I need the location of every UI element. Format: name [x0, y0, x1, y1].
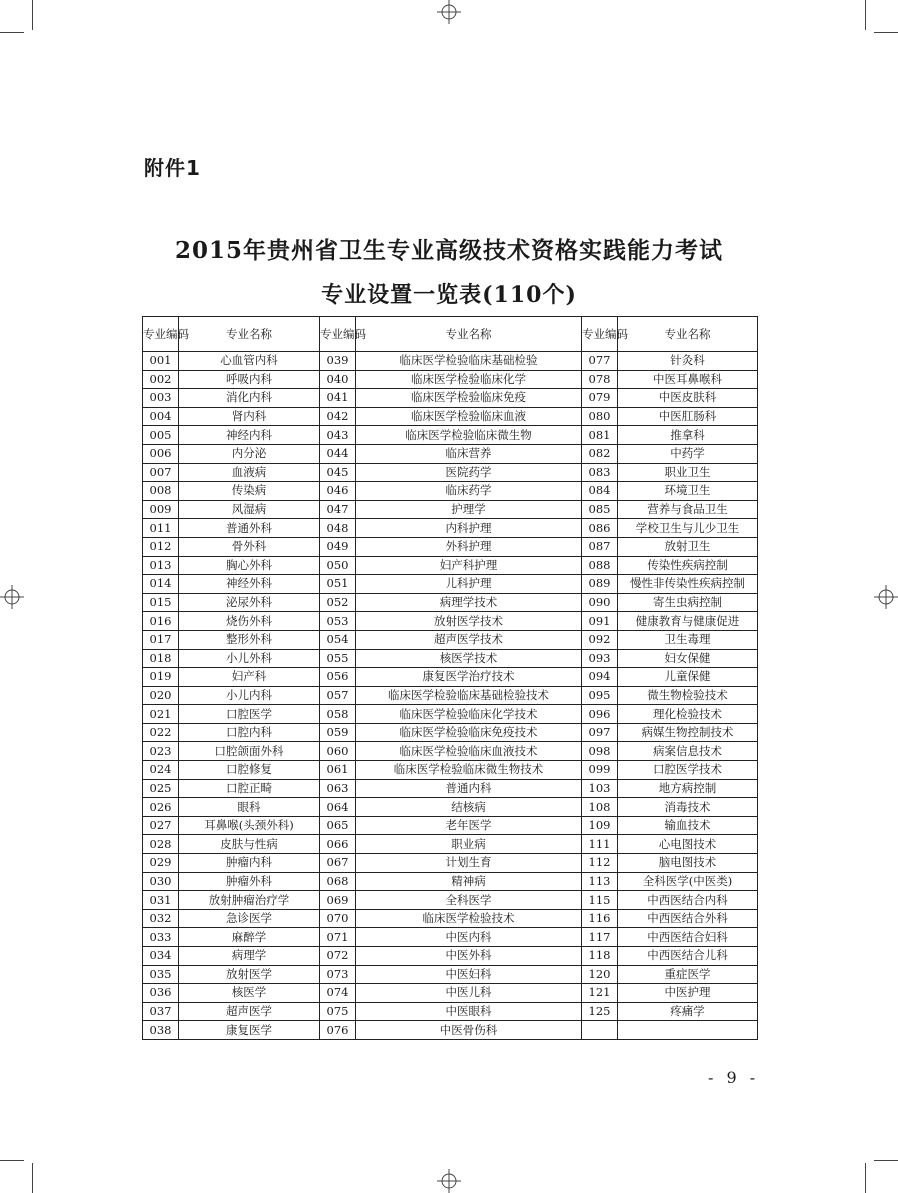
- specialty-code-cell: 007: [143, 463, 179, 482]
- table-row: [143, 742, 758, 761]
- specialty-name-cell: 临床医学检验临床化学技术: [356, 705, 582, 724]
- specialty-code-cell: 003: [143, 389, 179, 408]
- specialty-code-cell: 025: [143, 779, 179, 798]
- specialty-code-cell: 024: [143, 761, 179, 780]
- specialty-name-cell: 临床医学检验临床微生物: [356, 426, 582, 445]
- specialty-name-cell: 康复医学: [179, 1021, 320, 1040]
- specialty-code-cell: 005: [143, 426, 179, 445]
- specialty-name-cell: 口腔内科: [179, 723, 320, 742]
- specialty-name-cell: 肿瘤内科: [179, 854, 320, 873]
- table-row: [143, 519, 758, 538]
- specialty-code-cell: 049: [320, 537, 356, 556]
- specialty-table: [142, 316, 758, 1040]
- specialty-name-cell: 计划生育: [356, 854, 582, 873]
- specialty-name-cell: 小儿内科: [179, 686, 320, 705]
- specialty-code-cell: 078: [582, 370, 618, 389]
- specialty-code-cell: 096: [582, 705, 618, 724]
- specialty-name-cell: 病案信息技术: [618, 742, 758, 761]
- specialty-code-cell: 069: [320, 891, 356, 910]
- specialty-code-cell: 117: [582, 928, 618, 947]
- specialty-code-cell: 115: [582, 891, 618, 910]
- specialty-name-cell: 中医儿科: [356, 984, 582, 1003]
- specialty-code-cell: 074: [320, 984, 356, 1003]
- specialty-name-cell: 临床营养: [356, 444, 582, 463]
- specialty-code-cell: 113: [582, 872, 618, 891]
- specialty-code-cell: 121: [582, 984, 618, 1003]
- specialty-name-cell: 肿瘤外科: [179, 872, 320, 891]
- specialty-code-cell: 089: [582, 575, 618, 594]
- specialty-code-cell: 082: [582, 444, 618, 463]
- specialty-name-cell: 临床医学检验临床微生物技术: [356, 761, 582, 780]
- specialty-code-cell: 036: [143, 984, 179, 1003]
- specialty-name-cell: 放射医学: [179, 965, 320, 984]
- specialty-name-cell: 精神病: [356, 872, 582, 891]
- specialty-name-cell: 中医妇科: [356, 965, 582, 984]
- specialty-code-cell: 046: [320, 482, 356, 501]
- specialty-code-cell: 002: [143, 370, 179, 389]
- table-row: [143, 723, 758, 742]
- specialty-name-cell: 传染性疾病控制: [618, 556, 758, 575]
- table-row: [143, 816, 758, 835]
- table-row: [143, 389, 758, 408]
- specialty-name-cell: 临床医学检验临床基础检验技术: [356, 686, 582, 705]
- table-row: [143, 928, 758, 947]
- specialty-name-cell: 风湿病: [179, 500, 320, 519]
- table-row: [143, 426, 758, 445]
- specialty-code-cell: 023: [143, 742, 179, 761]
- specialty-code-cell: 004: [143, 407, 179, 426]
- specialty-name-cell: 职业卫生: [618, 463, 758, 482]
- specialty-code-cell: 006: [143, 444, 179, 463]
- specialty-code-cell: 052: [320, 593, 356, 612]
- table-row: [143, 649, 758, 668]
- specialty-name-cell: 微生物检验技术: [618, 686, 758, 705]
- table-row: [143, 705, 758, 724]
- header-code: 专业编码: [143, 317, 179, 352]
- crop-mark: [874, 1160, 898, 1161]
- specialty-code-cell: 073: [320, 965, 356, 984]
- table-row: [143, 947, 758, 966]
- specialty-name-cell: 临床医学检验技术: [356, 909, 582, 928]
- specialty-code-cell: 048: [320, 519, 356, 538]
- specialty-name-cell: 护理学: [356, 500, 582, 519]
- specialty-name-cell: 骨外科: [179, 537, 320, 556]
- specialty-code-cell: 012: [143, 537, 179, 556]
- specialty-code-cell: 095: [582, 686, 618, 705]
- specialty-code-cell: 026: [143, 798, 179, 817]
- specialty-name-cell: 临床医学检验临床血液技术: [356, 742, 582, 761]
- specialty-code-cell: 081: [582, 426, 618, 445]
- specialty-name-cell: 中医护理: [618, 984, 758, 1003]
- specialty-code-cell: 051: [320, 575, 356, 594]
- specialty-name-cell: 老年医学: [356, 816, 582, 835]
- specialty-name-cell: 内科护理: [356, 519, 582, 538]
- specialty-code-cell: 080: [582, 407, 618, 426]
- specialty-name-cell: 外科护理: [356, 537, 582, 556]
- specialty-name-cell: 推拿科: [618, 426, 758, 445]
- specialty-code-cell: 050: [320, 556, 356, 575]
- specialty-name-cell: 小儿外科: [179, 649, 320, 668]
- specialty-name-cell: 胸心外科: [179, 556, 320, 575]
- crop-mark: [0, 1160, 24, 1161]
- specialty-name-cell: 内分泌: [179, 444, 320, 463]
- specialty-name-cell: 康复医学治疗技术: [356, 668, 582, 687]
- specialty-name-cell: 耳鼻喉(头颈外科): [179, 816, 320, 835]
- specialty-name-cell: 麻醉学: [179, 928, 320, 947]
- specialty-name-cell: 结核病: [356, 798, 582, 817]
- specialty-name-cell: 儿科护理: [356, 575, 582, 594]
- specialty-code-cell: 090: [582, 593, 618, 612]
- specialty-code-cell: 070: [320, 909, 356, 928]
- specialty-name-cell: 传染病: [179, 482, 320, 501]
- specialty-code-cell: 047: [320, 500, 356, 519]
- specialty-name-cell: 全科医学: [356, 891, 582, 910]
- specialty-name-cell: 学校卫生与儿少卫生: [618, 519, 758, 538]
- specialty-code-cell: 083: [582, 463, 618, 482]
- specialty-code-cell: 093: [582, 649, 618, 668]
- specialty-code-cell: 099: [582, 761, 618, 780]
- specialty-name-cell: 重症医学: [618, 965, 758, 984]
- specialty-code-cell: 064: [320, 798, 356, 817]
- specialty-code-cell: 045: [320, 463, 356, 482]
- specialty-name-cell: 放射肿瘤治疗学: [179, 891, 320, 910]
- specialty-name-cell: 中医内科: [356, 928, 582, 947]
- specialty-name-cell: 中医外科: [356, 947, 582, 966]
- crop-mark: [865, 0, 866, 30]
- specialty-name-cell: 超声医学技术: [356, 630, 582, 649]
- specialty-code-cell: 011: [143, 519, 179, 538]
- specialty-name-cell: 病媒生物控制技术: [618, 723, 758, 742]
- table-row: [143, 1002, 758, 1021]
- specialty-name-cell: 临床医学检验临床基础检验: [356, 352, 582, 371]
- specialty-code-cell: 103: [582, 779, 618, 798]
- specialty-code-cell: 015: [143, 593, 179, 612]
- specialty-code-cell: 094: [582, 668, 618, 687]
- table-row: [143, 556, 758, 575]
- specialty-code-cell: [582, 1021, 618, 1040]
- specialty-code-cell: 057: [320, 686, 356, 705]
- specialty-name-cell: 临床医学检验临床免疫技术: [356, 723, 582, 742]
- specialty-code-cell: 111: [582, 835, 618, 854]
- specialty-code-cell: 037: [143, 1002, 179, 1021]
- specialty-name-cell: 慢性非传染性疾病控制: [618, 575, 758, 594]
- table-row: [143, 500, 758, 519]
- specialty-name-cell: 职业病: [356, 835, 582, 854]
- table-row: [143, 686, 758, 705]
- table-row: [143, 835, 758, 854]
- specialty-code-cell: 030: [143, 872, 179, 891]
- specialty-code-cell: 013: [143, 556, 179, 575]
- specialty-code-cell: 075: [320, 1002, 356, 1021]
- table-row: [143, 798, 758, 817]
- specialty-name-cell: 口腔修复: [179, 761, 320, 780]
- table-row: [143, 854, 758, 873]
- specialty-name-cell: 针灸科: [618, 352, 758, 371]
- specialty-code-cell: 044: [320, 444, 356, 463]
- specialty-code-cell: 109: [582, 816, 618, 835]
- specialty-code-cell: 018: [143, 649, 179, 668]
- specialty-name-cell: 病理学技术: [356, 593, 582, 612]
- specialty-name-cell: 泌尿外科: [179, 593, 320, 612]
- registration-mark-icon: [437, 1169, 461, 1193]
- specialty-name-cell: 中医皮肤科: [618, 389, 758, 408]
- specialty-code-cell: 065: [320, 816, 356, 835]
- specialty-name-cell: 寄生虫病控制: [618, 593, 758, 612]
- specialty-name-cell: 儿童保健: [618, 668, 758, 687]
- specialty-name-cell: 中西医结合儿科: [618, 947, 758, 966]
- specialty-code-cell: 066: [320, 835, 356, 854]
- header-code: 专业编码: [582, 317, 618, 352]
- specialty-code-cell: 079: [582, 389, 618, 408]
- specialty-code-cell: 055: [320, 649, 356, 668]
- specialty-name-cell: 理化检验技术: [618, 705, 758, 724]
- table-row: [143, 761, 758, 780]
- document-subtitle: 专业设置一览表(110个): [321, 282, 577, 308]
- table-row: [143, 482, 758, 501]
- table-row: [143, 630, 758, 649]
- specialty-code-cell: 097: [582, 723, 618, 742]
- specialty-code-cell: 014: [143, 575, 179, 594]
- specialty-name-cell: 中医耳鼻喉科: [618, 370, 758, 389]
- specialty-code-cell: 034: [143, 947, 179, 966]
- specialty-code-cell: 059: [320, 723, 356, 742]
- specialty-code-cell: 016: [143, 612, 179, 631]
- specialty-name-cell: 中西医结合妇科: [618, 928, 758, 947]
- specialty-code-cell: 125: [582, 1002, 618, 1021]
- table-row: [143, 575, 758, 594]
- crop-mark: [865, 1163, 866, 1193]
- specialty-name-cell: 普通内科: [356, 779, 582, 798]
- specialty-name-cell: 中医骨伤科: [356, 1021, 582, 1040]
- specialty-name-cell: 呼吸内科: [179, 370, 320, 389]
- specialty-code-cell: 116: [582, 909, 618, 928]
- specialty-code-cell: 060: [320, 742, 356, 761]
- specialty-code-cell: 040: [320, 370, 356, 389]
- specialty-name-cell: 核医学技术: [356, 649, 582, 668]
- specialty-name-cell: 中医眼科: [356, 1002, 582, 1021]
- specialty-code-cell: 058: [320, 705, 356, 724]
- specialty-name-cell: 病理学: [179, 947, 320, 966]
- header-name: 专业名称: [179, 317, 320, 352]
- specialty-code-cell: 085: [582, 500, 618, 519]
- specialty-name-cell: 普通外科: [179, 519, 320, 538]
- specialty-name-cell: 输血技术: [618, 816, 758, 835]
- specialty-name-cell: 营养与食品卫生: [618, 500, 758, 519]
- specialty-code-cell: 108: [582, 798, 618, 817]
- table-row: [143, 463, 758, 482]
- specialty-name-cell: 放射医学技术: [356, 612, 582, 631]
- specialty-code-cell: 098: [582, 742, 618, 761]
- crop-mark: [0, 32, 24, 33]
- specialty-name-cell: 妇产科: [179, 668, 320, 687]
- specialty-name-cell: 中药学: [618, 444, 758, 463]
- specialty-name-cell: 心血管内科: [179, 352, 320, 371]
- table-row: [143, 352, 758, 371]
- specialty-name-cell: 神经外科: [179, 575, 320, 594]
- specialty-code-cell: 009: [143, 500, 179, 519]
- table-row: [143, 965, 758, 984]
- header-name: 专业名称: [356, 317, 582, 352]
- specialty-code-cell: 033: [143, 928, 179, 947]
- table-row: [143, 444, 758, 463]
- specialty-code-cell: 043: [320, 426, 356, 445]
- specialty-code-cell: 077: [582, 352, 618, 371]
- page-number: - 9 -: [708, 1068, 760, 1087]
- specialty-name-cell: 消毒技术: [618, 798, 758, 817]
- table-row: [143, 984, 758, 1003]
- table-row: [143, 370, 758, 389]
- specialty-name-cell: 中医肛肠科: [618, 407, 758, 426]
- table-row: [143, 668, 758, 687]
- specialty-name-cell: 急诊医学: [179, 909, 320, 928]
- specialty-name-cell: 消化内科: [179, 389, 320, 408]
- specialty-name-cell: 中西医结合内科: [618, 891, 758, 910]
- specialty-code-cell: 112: [582, 854, 618, 873]
- specialty-name-cell: 肾内科: [179, 407, 320, 426]
- specialty-name-cell: 核医学: [179, 984, 320, 1003]
- specialty-code-cell: 120: [582, 965, 618, 984]
- specialty-code-cell: 054: [320, 630, 356, 649]
- specialty-code-cell: 017: [143, 630, 179, 649]
- specialty-code-cell: 020: [143, 686, 179, 705]
- table-header-row: [143, 317, 758, 352]
- attachment-label: 附件1: [144, 156, 201, 180]
- specialty-name-cell: 脑电图技术: [618, 854, 758, 873]
- specialty-name-cell: 心电图技术: [618, 835, 758, 854]
- specialty-code-cell: 028: [143, 835, 179, 854]
- specialty-code-cell: 068: [320, 872, 356, 891]
- specialty-name-cell: 超声医学: [179, 1002, 320, 1021]
- table-row: [143, 537, 758, 556]
- specialty-name-cell: 疼痛学: [618, 1002, 758, 1021]
- specialty-name-cell: 血液病: [179, 463, 320, 482]
- specialty-name-cell: 临床医学检验临床血液: [356, 407, 582, 426]
- specialty-name-cell: [618, 1021, 758, 1040]
- header-name: 专业名称: [618, 317, 758, 352]
- specialty-code-cell: 038: [143, 1021, 179, 1040]
- specialty-name-cell: 全科医学(中医类): [618, 872, 758, 891]
- specialty-name-cell: 皮肤与性病: [179, 835, 320, 854]
- specialty-name-cell: 整形外科: [179, 630, 320, 649]
- specialty-name-cell: 烧伤外科: [179, 612, 320, 631]
- specialty-code-cell: 041: [320, 389, 356, 408]
- specialty-code-cell: 039: [320, 352, 356, 371]
- specialty-code-cell: 032: [143, 909, 179, 928]
- header-code: 专业编码: [320, 317, 356, 352]
- specialty-code-cell: 056: [320, 668, 356, 687]
- specialty-name-cell: 妇产科护理: [356, 556, 582, 575]
- specialty-name-cell: 医院药学: [356, 463, 582, 482]
- specialty-code-cell: 001: [143, 352, 179, 371]
- table-row: [143, 407, 758, 426]
- specialty-code-cell: 019: [143, 668, 179, 687]
- specialty-name-cell: 环境卫生: [618, 482, 758, 501]
- specialty-code-cell: 087: [582, 537, 618, 556]
- specialty-code-cell: 088: [582, 556, 618, 575]
- specialty-code-cell: 053: [320, 612, 356, 631]
- crop-mark: [874, 32, 898, 33]
- specialty-name-cell: 中西医结合外科: [618, 909, 758, 928]
- specialty-code-cell: 086: [582, 519, 618, 538]
- specialty-code-cell: 067: [320, 854, 356, 873]
- crop-mark: [32, 1163, 33, 1193]
- table-row: [143, 872, 758, 891]
- table-row: [143, 1021, 758, 1040]
- specialty-code-cell: 091: [582, 612, 618, 631]
- specialty-name-cell: 地方病控制: [618, 779, 758, 798]
- crop-mark: [32, 0, 33, 30]
- specialty-name-cell: 口腔医学技术: [618, 761, 758, 780]
- specialty-name-cell: 卫生毒理: [618, 630, 758, 649]
- specialty-code-cell: 035: [143, 965, 179, 984]
- table-row: [143, 779, 758, 798]
- specialty-name-cell: 健康教育与健康促进: [618, 612, 758, 631]
- specialty-code-cell: 031: [143, 891, 179, 910]
- specialty-name-cell: 口腔颌面外科: [179, 742, 320, 761]
- specialty-code-cell: 092: [582, 630, 618, 649]
- specialty-code-cell: 063: [320, 779, 356, 798]
- specialty-code-cell: 071: [320, 928, 356, 947]
- specialty-name-cell: 口腔正畸: [179, 779, 320, 798]
- specialty-code-cell: 021: [143, 705, 179, 724]
- specialty-name-cell: 临床医学检验临床免疫: [356, 389, 582, 408]
- specialty-name-cell: 放射卫生: [618, 537, 758, 556]
- specialty-code-cell: 042: [320, 407, 356, 426]
- specialty-code-cell: 076: [320, 1021, 356, 1040]
- specialty-code-cell: 072: [320, 947, 356, 966]
- specialty-code-cell: 118: [582, 947, 618, 966]
- specialty-code-cell: 029: [143, 854, 179, 873]
- specialty-name-cell: 眼科: [179, 798, 320, 817]
- registration-mark-icon: [0, 585, 24, 609]
- registration-mark-icon: [437, 0, 461, 24]
- table-row: [143, 612, 758, 631]
- table-row: [143, 891, 758, 910]
- specialty-code-cell: 061: [320, 761, 356, 780]
- specialty-code-cell: 027: [143, 816, 179, 835]
- table-row: [143, 909, 758, 928]
- document-title: 2015年贵州省卫生专业高级技术资格实践能力考试: [174, 237, 723, 264]
- specialty-name-cell: 临床药学: [356, 482, 582, 501]
- specialty-code-cell: 084: [582, 482, 618, 501]
- specialty-name-cell: 临床医学检验临床化学: [356, 370, 582, 389]
- specialty-code-cell: 008: [143, 482, 179, 501]
- specialty-name-cell: 口腔医学: [179, 705, 320, 724]
- specialty-name-cell: 妇女保健: [618, 649, 758, 668]
- table-row: [143, 593, 758, 612]
- specialty-code-cell: 022: [143, 723, 179, 742]
- specialty-name-cell: 神经内科: [179, 426, 320, 445]
- registration-mark-icon: [874, 585, 898, 609]
